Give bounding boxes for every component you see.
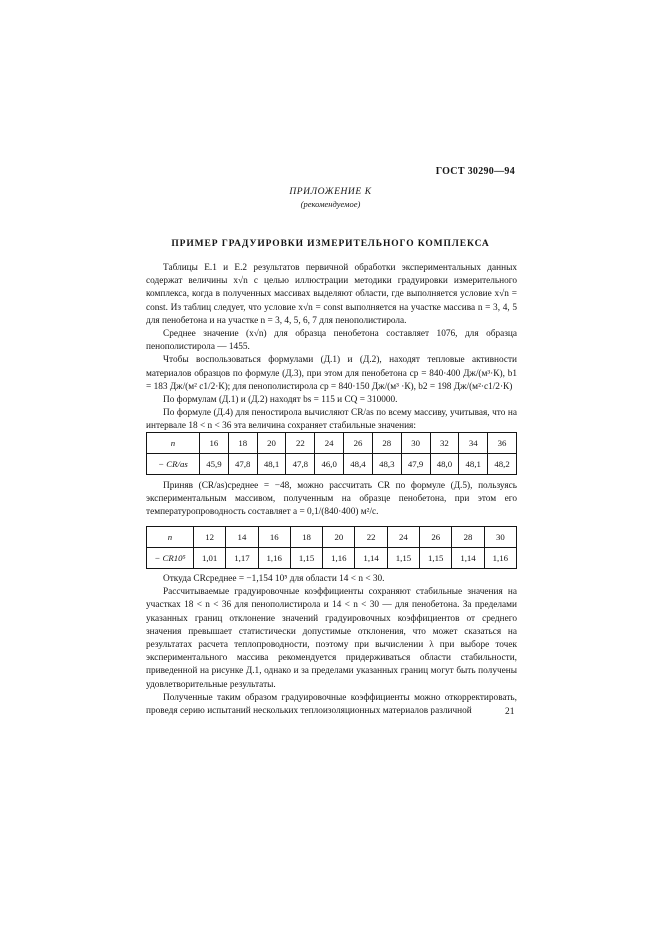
table-cell: 28 [452, 527, 484, 548]
table-header-row [147, 527, 517, 548]
table-cell: 1,15 [387, 548, 419, 569]
table-cell: 22 [355, 527, 387, 548]
table-row [147, 548, 517, 569]
table-cell: 1,15 [420, 548, 452, 569]
table-cell: 30 [484, 527, 516, 548]
table-cell: 1,16 [258, 548, 290, 569]
body-text-bottom [146, 573, 517, 718]
table-cell: 16 [258, 527, 290, 548]
page-number: 21 [505, 707, 515, 717]
table-cell: 48,1 [459, 454, 488, 475]
table-cell: 18 [290, 527, 322, 548]
paragraph: Откуда CRсреднее = −1,154 10⁵ для области 14 < n < 30. [163, 574, 385, 584]
document-code: ГОСТ 30290—94 [435, 166, 515, 177]
table-row-label: − CR10⁵ [147, 548, 194, 569]
table-cell: 36 [488, 433, 517, 454]
body-text-top [146, 262, 517, 434]
table-cell: 18 [228, 433, 257, 454]
table-cell: 32 [430, 433, 459, 454]
paragraph: Среднее значение (x√n) для образца пенобетона составляет 1076, для образца пенополистирола — 1455. [146, 329, 517, 353]
paragraph: Рассчитываемые градуировочные коэффициенты сохраняют стабильные значения на участках 18 < n < 36 для пенополистирола и 14 < n < 30 — для пенобетона. За пределами указанных границ отклонение значений градуировочных коэффициентов от среднего значения превышает статистически допустимые отклонения, что может сказаться на результатах расчета теплопроводности, поэтому при вычислении λ при выборе точек экспериментального массива рекомендуется придерживаться области стабильности, приведенной на рисунке Д.1, однако и за пределами указанных границ могут быть получены удовлетворительные результаты. [146, 587, 517, 690]
table-cell: 14 [226, 527, 258, 548]
table-cell: 1,17 [226, 548, 258, 569]
table-cell: 26 [344, 433, 373, 454]
table-cell: 20 [323, 527, 355, 548]
table-row-label: − CR/as [147, 454, 200, 475]
table-cell: 12 [194, 527, 226, 548]
table-cell: 30 [401, 433, 430, 454]
table-cell: 24 [387, 527, 419, 548]
appendix-title: ПРИЛОЖЕНИЕ К [289, 187, 372, 197]
table-cell: 1,15 [290, 548, 322, 569]
table-cell: 20 [257, 433, 286, 454]
table-cell: 1,14 [355, 548, 387, 569]
table-cell: 47,9 [401, 454, 430, 475]
paragraph: По формуле (Д.4) для пеностирола вычисляют CR/as по всему массиву, учитывая, что на интервале 18 < n < 36 эта величина сохраняет стабильные значения: [146, 408, 517, 432]
table-cell: 45,9 [200, 454, 229, 475]
table-cell: 47,8 [286, 454, 315, 475]
table-cell: 48,0 [430, 454, 459, 475]
table-header-label: n [147, 527, 194, 548]
appendix-subtitle: (рекомендуемое) [300, 199, 361, 209]
table-cell: 47,8 [228, 454, 257, 475]
table-cell: 22 [286, 433, 315, 454]
table-cell: 48,1 [257, 454, 286, 475]
table-cell: 1,16 [323, 548, 355, 569]
table-cell: 16 [200, 433, 229, 454]
table-header-row [147, 433, 517, 454]
body-text-middle [146, 480, 517, 520]
paragraph: Приняв (CR/as)среднее = −48, можно рассчитать CR по формуле (Д.5), пользуясь экспериментальным массивом, полученным на образце пенобетона, при этом его температуропроводность составляет a = 0,1/(840·400) м²/с. [146, 481, 517, 518]
table-cell: 1,16 [484, 548, 516, 569]
table-cell: 48,3 [372, 454, 401, 475]
paragraph: Чтобы воспользоваться формулами (Д.1) и (Д.2), находят тепловые активности материалов образцов по формуле (Д.3), при этом для пенобетона cp = 840·400 Дж/(м³·К), b1 = 183 Дж/(м² с1/2·К); для пенополистирола cp = 840·150 Дж/(м³ ·К), b2 = 198 Дж/(м²·с1/2·К) [146, 355, 517, 392]
paragraph: По формулам (Д.1) и (Д.2) находят bs = 115 и CQ = 310000. [163, 395, 398, 406]
section-title: ПРИМЕР ГРАДУИРОВКИ ИЗМЕРИТЕЛЬНОГО КОМПЛЕКСА [171, 239, 490, 249]
paragraph: Таблицы Е.1 и Е.2 результатов первичной обработки экспериментальных данных содержат величины x√n с целью иллюстрации методики градуировки измерительного комплекса, когда в полученных массивах выделяют области, где выполняется условие x√n = const. Из таблиц следует, что условие x√n = const выполняется на участке массива n = 3, 4, 5 для пенобетона и на участке n = 3, 4, 5, 6, 7 для пенополистирола. [146, 263, 517, 326]
paragraph: Полученные таким образом градуировочные коэффициенты можно откорректировать, проведя серию испытаний нескольких теплоизоляционных материалов различной [146, 692, 517, 717]
table-cell: 1,14 [452, 548, 484, 569]
table-cell: 28 [372, 433, 401, 454]
table-cell: 24 [315, 433, 344, 454]
table-cell: 34 [459, 433, 488, 454]
table-cr [146, 526, 517, 569]
table-cell: 48,4 [344, 454, 373, 475]
table-cell: 26 [420, 527, 452, 548]
table-cell: 48,2 [488, 454, 517, 475]
table-cell: 1,01 [194, 548, 226, 569]
table-row [147, 454, 517, 475]
table-cell: 46,0 [315, 454, 344, 475]
table-cr-as [146, 432, 517, 475]
table-header-label: n [147, 433, 200, 454]
